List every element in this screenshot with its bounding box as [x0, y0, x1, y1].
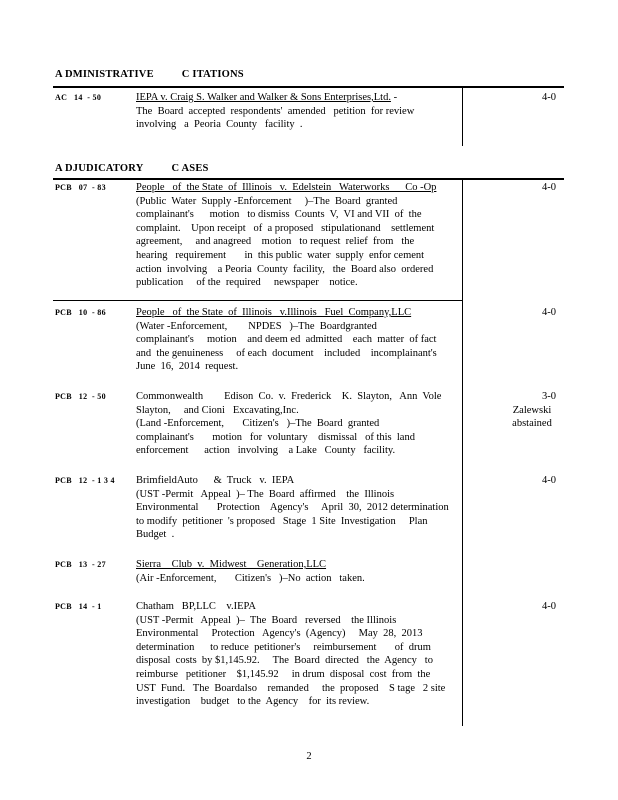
entry-line: action involving a Peoria County facility, the Board also ordered: [136, 263, 434, 275]
vote-note: Zalewski abstained: [512, 404, 552, 430]
entry-line: complainant's motion and deem ed admitted each matter of fact: [136, 334, 437, 346]
heading-word: C ASES: [171, 163, 209, 174]
entry-line: hearing requirement in this public water supply enfor cement: [136, 249, 425, 261]
section-rule: [53, 86, 564, 88]
entry-line: determination to reduce petitioner's reimbursement of drum: [136, 641, 431, 653]
entry-line: complainant's motion for voluntary dismissal of this land: [136, 431, 415, 443]
vote: 4-0: [542, 601, 556, 612]
entry-line: (UST -Permit Appeal )– The Board affirmed the Illinois: [136, 488, 395, 500]
case-caption: Chatham BP,LLC v.IEPA: [136, 601, 256, 612]
column-divider: [462, 88, 463, 146]
entry-line: Slayton, and Cioni Excavating,Inc.: [136, 404, 299, 416]
vote-block: [466, 390, 556, 431]
section-heading-administrative-citations: [55, 68, 244, 82]
entry-line: (UST -Permit Appeal )– The Board reversed the Illinois: [136, 614, 397, 626]
entry-body: [136, 474, 449, 542]
entry-line: disposal costs by $1,145.92. The Board directed the Agency to: [136, 655, 433, 667]
entry-body: [136, 558, 444, 585]
entry-line: and the genuineness of each document included incomplainant's: [136, 347, 437, 359]
entry-line: Environmental Protection Agency's (Agency) May 28, 2013: [136, 628, 423, 640]
case-caption: BrimfieldAuto & Truck v. IEPA: [136, 475, 295, 486]
vote: 4-0: [542, 307, 556, 318]
section-rule: [53, 178, 564, 180]
entry-body: [136, 390, 444, 458]
entry-line: (Air -Enforcement, Citizen's )–No action taken.: [136, 572, 365, 584]
entry-line: complainant's motion to dismiss Counts V, VI and VII of the: [136, 209, 422, 221]
entry-line: (Water -Enforcement, NPDES )–The Boardgranted: [136, 320, 377, 332]
entry-line: involving a Peoria County facility .: [136, 119, 303, 131]
entry-line: enforcement action involving a Lake County facility.: [136, 445, 396, 457]
docket-number: AC 14 - 50: [55, 93, 102, 102]
case-caption: People of the State of Illinois v.Illinois Fuel Company,LLC: [136, 307, 412, 318]
entry-line: June 16, 2014 request.: [136, 361, 239, 373]
vote: 3-0: [542, 391, 556, 402]
entry-line: UST Fund. The Boardalso remanded the proposed S tage 2 site: [136, 682, 446, 694]
heading-word: C ITATIONS: [181, 69, 244, 80]
heading-word: A DMINISTRATIVE: [55, 69, 154, 80]
row-separator: [53, 300, 462, 301]
heading-word: A DJUDICATORY: [55, 163, 144, 174]
entry-line: agreement, and anagreed motion to request relief from the: [136, 236, 415, 248]
case-caption: Commonwealth Edison Co. v. Frederick K. Slayton, Ann Vole: [136, 391, 442, 402]
entry-line: investigation budget to the Agency for its review.: [136, 696, 370, 708]
case-caption: IEPA v. Craig S. Walker and Walker & Sons Enterprises,Ltd.: [136, 92, 391, 103]
case-caption: People of the State of Illinois v. Edelstein Waterworks Co -Op: [136, 182, 437, 193]
entry-line: Environmental Protection Agency's April 30, 2012 determination: [136, 502, 449, 514]
vote: 4-0: [542, 92, 556, 103]
entry-line: to modify petitioner 's proposed Stage 1 Site Investigation Plan: [136, 515, 428, 527]
entry-line: complaint. Upon receipt of a proposed stipulationand settlement: [136, 222, 435, 234]
entry-line: Budget .: [136, 529, 175, 541]
column-divider: [462, 180, 463, 726]
docket-number: PCB 07 - 83: [55, 183, 106, 192]
entry-body: [136, 306, 444, 374]
case-caption: Sierra Club v. Midwest Generation,LLC: [136, 559, 327, 570]
entry-body: [136, 600, 444, 709]
entry-body: [136, 91, 444, 132]
entry-body: [136, 181, 444, 290]
docket-number: PCB 10 - 86: [55, 308, 106, 317]
docket-number: PCB 12 - 50: [55, 392, 106, 401]
docket-number: PCB 14 - 1: [55, 602, 102, 611]
entry-line: reimburse petitioner $1,145.92 in drum disposal cost from the: [136, 668, 431, 680]
entry-line: (Public Water Supply -Enforcement )–The Board granted: [136, 195, 398, 207]
entry-line: publication of the required newspaper notice.: [136, 277, 358, 289]
section-heading-adjudicatory-cases: [55, 162, 209, 176]
page-number: 2: [306, 751, 312, 762]
entry-line: (Land -Enforcement, Citizen's )–The Board granted: [136, 418, 380, 430]
docket-number: PCB 12 - 1 3 4: [55, 476, 115, 485]
caption-trail: -: [390, 92, 398, 103]
vote: 4-0: [542, 182, 556, 193]
entry-line: The Board accepted respondents' amended petition for review: [136, 105, 415, 117]
vote: 4-0: [542, 475, 556, 486]
docket-number: PCB 13 - 27: [55, 560, 106, 569]
